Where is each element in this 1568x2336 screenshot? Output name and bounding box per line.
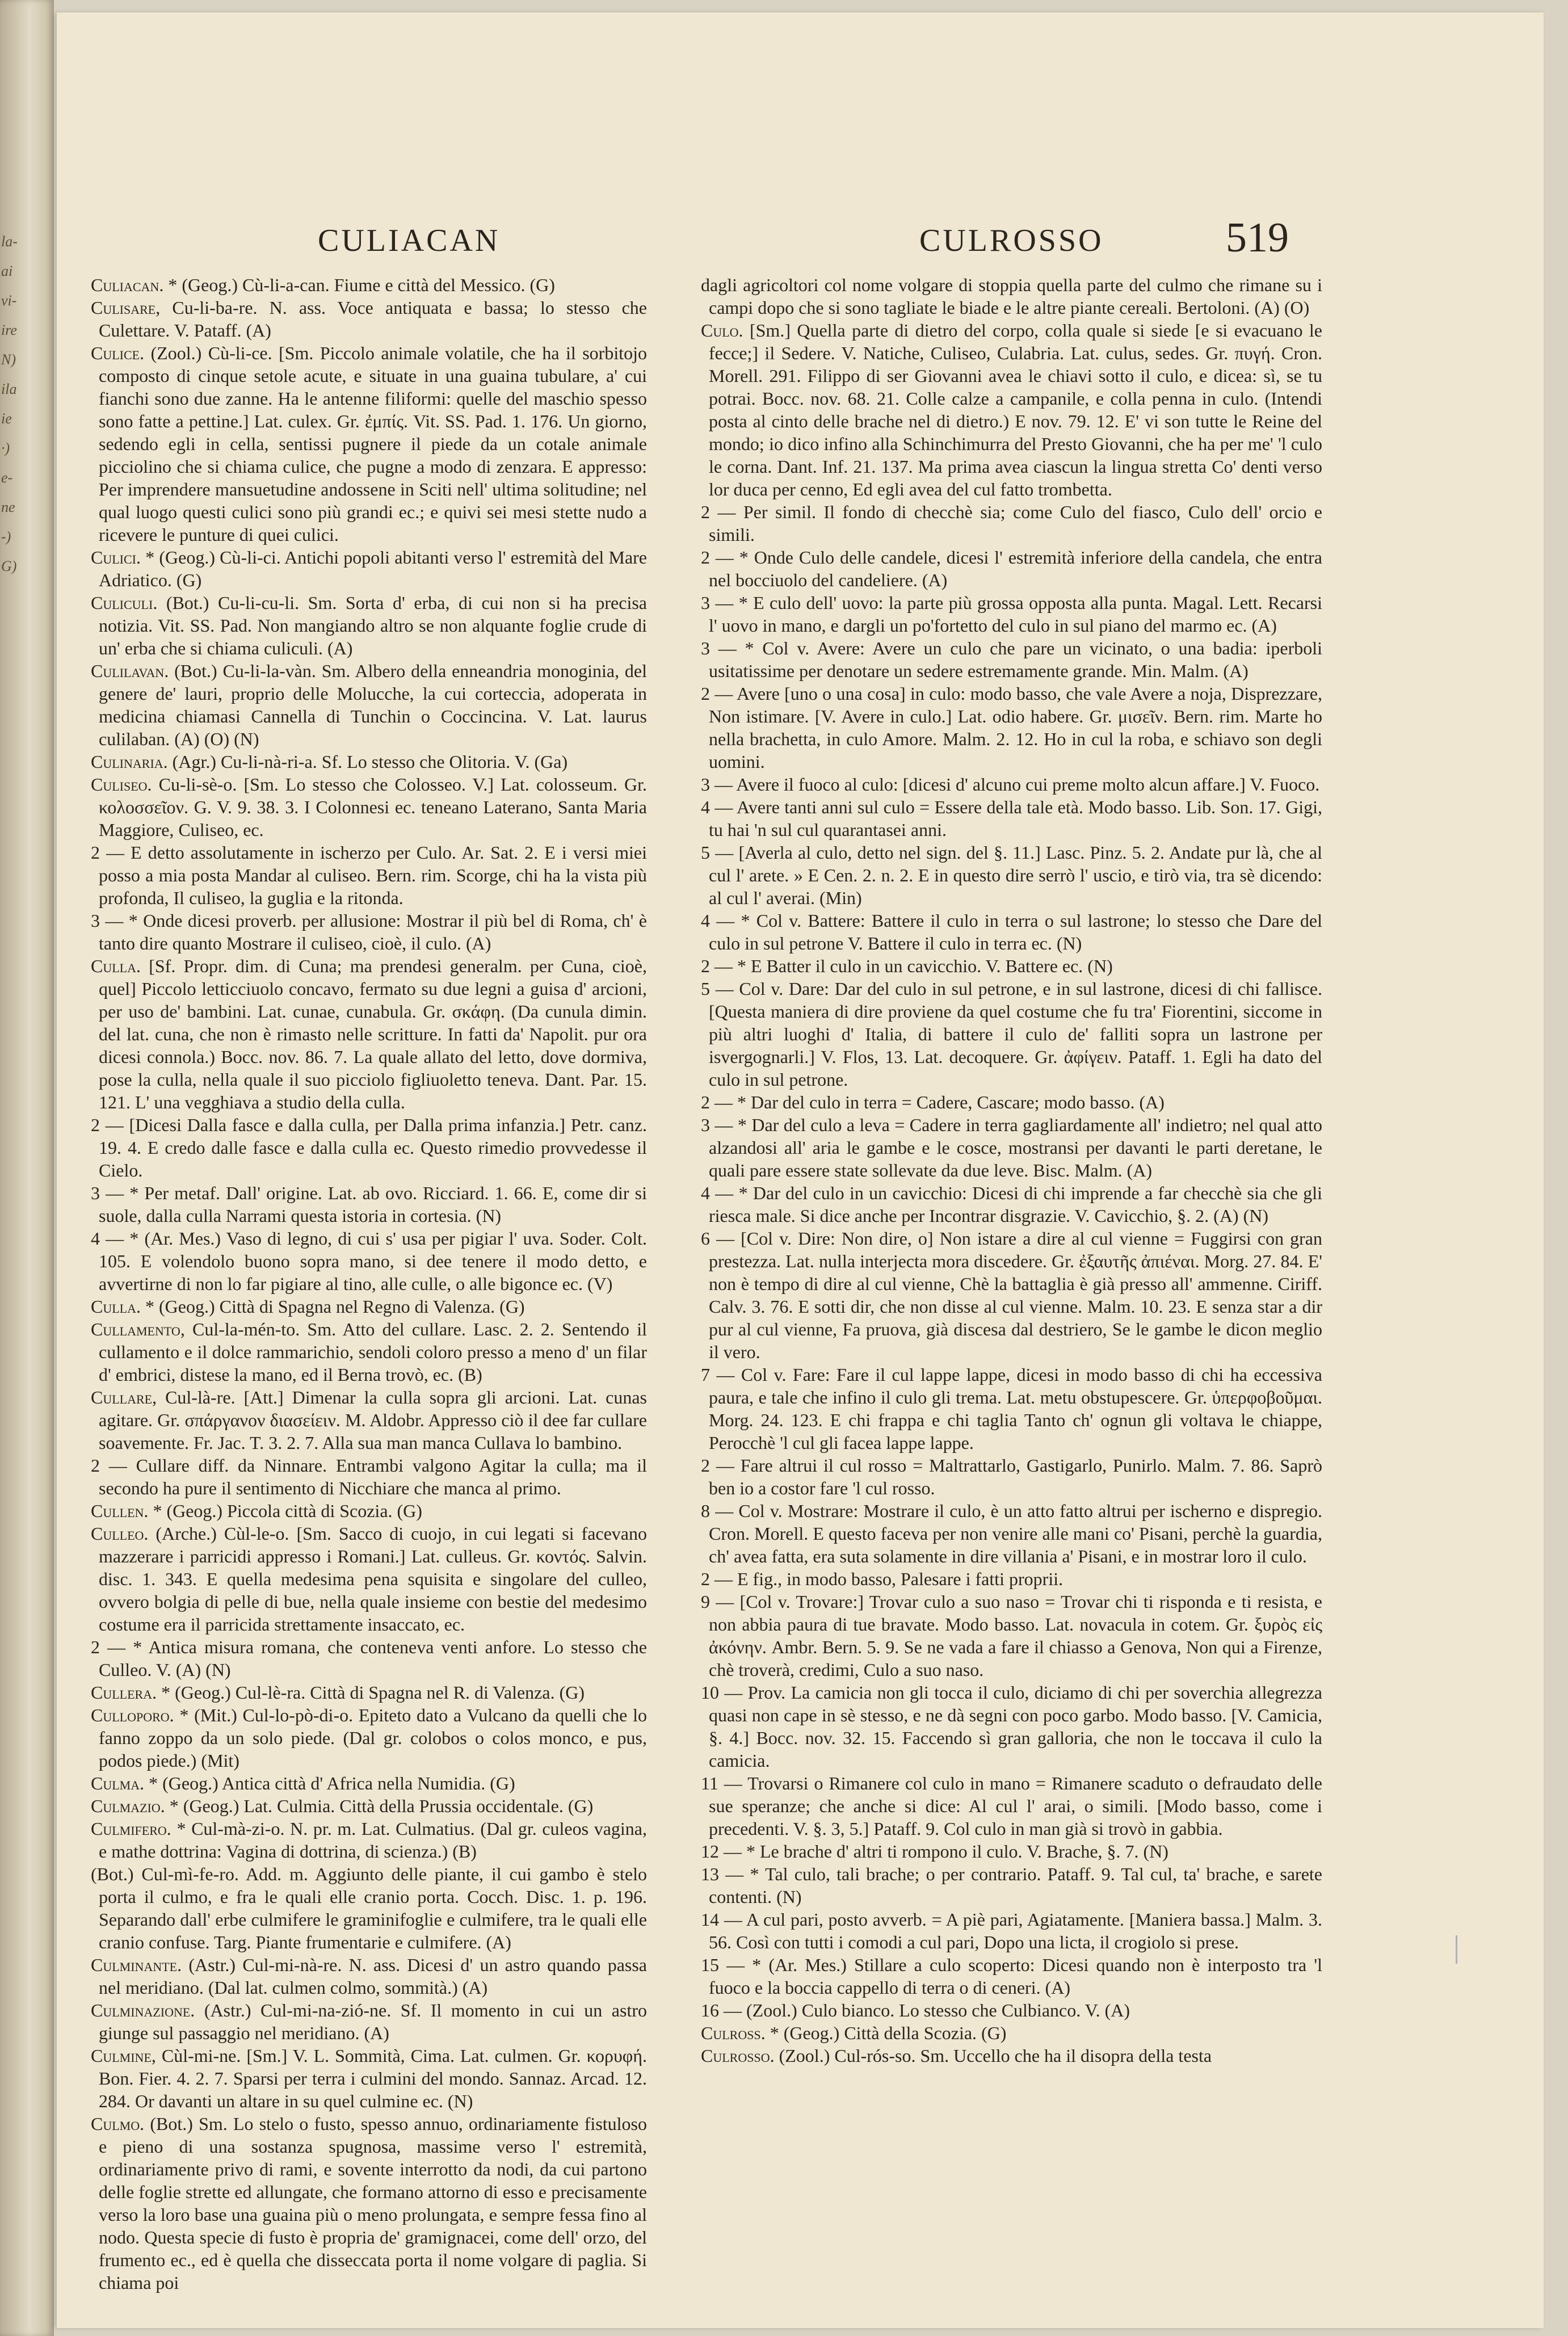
- entry-text: — * Antica misura romana, che conteneva venti anfore. Lo stesso che Culleo. V. (A) (N): [99, 1637, 648, 1680]
- dictionary-entry: [91, 1772, 647, 1795]
- entry-headword: Culice.: [91, 343, 145, 363]
- dictionary-entry: [701, 1182, 1322, 1227]
- dictionary-entry: [91, 591, 647, 659]
- entry-text: * (Geog.) Antica città d' Africa nella Numidia. (G): [149, 1773, 515, 1793]
- entry-text: 3 — Avere il fuoco al culo: [dicesi d' alcuno cui preme molto alcun affare.] V. Fuoco.: [701, 774, 1320, 795]
- dictionary-entry: [91, 274, 647, 296]
- dictionary-entry: [701, 682, 1322, 773]
- entry-headword: Culmo.: [91, 2114, 145, 2134]
- dictionary-entry: [701, 1227, 1322, 1363]
- dictionary-entry: [701, 1499, 1322, 1568]
- entry-headword: Culinaria.: [91, 751, 168, 772]
- entry-headword: Culleo.: [91, 1523, 149, 1544]
- dictionary-entry: [91, 750, 647, 773]
- dictionary-entry: [701, 591, 1322, 637]
- entry-headword: 10: [701, 1682, 719, 1703]
- dictionary-entry: [701, 546, 1322, 591]
- dictionary-entry: [701, 909, 1322, 955]
- entry-headword: 2: [91, 1455, 100, 1476]
- entry-text: * (Geog.) Piccola città di Scozia. (G): [153, 1501, 422, 1521]
- dictionary-entry: [91, 1681, 647, 1704]
- entry-text: [Sf. Propr. dim. di Cuna; ma prendesi generalm. per Cuna, cioè, quel] Piccolo letticciuolo concavo, fermato su due legni a guisa d' arcioni, per uso de' bambini. Lat. cunae, cunabula. Gr. σκάφη. (Da cunula dimin. del lat. cuna, che non è rimasto nelle scritture. In fatti da' Napolit. pur ora dicesi connola.) Bocc. nov. 86. 7. La quale allato del letto, dove dormiva, pose la culla, nella quale il suo picciolo figliuoletto teneva. Dant. Par. 15. 121. L' una vegghiava a studio della culla.: [99, 956, 648, 1112]
- dictionary-entry: [701, 1681, 1322, 1772]
- entry-headword: 2: [701, 502, 710, 522]
- dictionary-entry: [701, 1114, 1322, 1182]
- entry-text: — (Zool.) Culo bianco. Lo stesso che Culbianco. V. (A): [724, 2000, 1130, 2020]
- entry-text: * (Geog.) Lat. Culmia. Città della Prussia occidentale. (G): [169, 1796, 594, 1816]
- entry-text: — Per simil. Il fondo di checchè sia; come Culo del fiasco, Culo dell' orcio e simili.: [709, 502, 1323, 545]
- entry-headword: Cullare,: [91, 1387, 157, 1408]
- entry-text: 3 — * Dar del culo a leva = Cadere in terra gagliardamente all' indietro; nel qual atto alzandosi all' aria le gambe e le cosce, mostransi per davanti le parti deretane, le quali pare essere state sollevate da due leve. Bisc. Malm. (A): [701, 1115, 1322, 1180]
- entry-text: Cu-li-sè-o. [Sm. Lo stesso che Colosseo. V.] Lat. colosseum. Gr. κολοσσεῖον. G. V. 9. 38. 3. I Colonnesi ec. teneano Laterano, Santa Maria Maggiore, Culiseo, ec.: [99, 774, 648, 840]
- entry-text: 2 — E fig., in modo basso, Palesare i fatti proprii.: [701, 1569, 1063, 1589]
- entry-text: (Zool.) Cul-rós-so. Sm. Uccello che ha il disopra della testa: [779, 2045, 1212, 2066]
- dictionary-entry: [701, 1772, 1322, 1840]
- running-head-left: CULIACAN: [318, 223, 501, 258]
- dictionary-entry: [91, 2044, 647, 2112]
- entry-text: — * Col v. Battere: Battere il culo in terra o sul lastrone; lo stesso che Dare del culo in sul petrone V. Battere il culo in terra ec. (N): [709, 910, 1323, 953]
- dictionary-entry: [91, 841, 647, 909]
- dictionary-entry: [91, 1318, 647, 1386]
- dictionary-entry: [91, 1817, 647, 1863]
- entry-headword: Culiseo.: [91, 774, 152, 795]
- entry-headword: Culloporo.: [91, 1705, 174, 1725]
- dictionary-entry: [701, 1091, 1322, 1114]
- dictionary-entry: [91, 342, 647, 546]
- entry-text: * Cul-mà-zi-o. N. pr. m. Lat. Culmatius. (Dal gr. culeos vagina, e mathe dottrina: Vagina di dottrina, di scienza.) (B): [99, 1818, 648, 1862]
- dictionary-entry: [701, 1454, 1322, 1499]
- entry-text: Cul-la-mén-to. Sm. Atto del cullare. Lasc. 2. 2. Sentendo il cullamento e il dolce rammarichio, sendoli coloro presso a meno d' un filar d' embrici, distese la mano, ed il Berna trovò, ec. (B): [99, 1319, 648, 1385]
- dictionary-entry: [91, 773, 647, 841]
- dictionary-entry: [701, 1863, 1322, 1908]
- dictionary-entry: [91, 1454, 647, 1499]
- entry-text: — Col v. Dare: Dar del culo in sul petrone, e in sul lastrone, dicesi di chi fallisce. [Questa maniera di dire proviene da quel costume che fu tra' Fiorentini, siccome in più altri luoghi d' Italia, di battere il culo de' falliti sopra un lastrone per isvergognarli.] V. Flos, 13. Lat. decoquere. Gr. ἀφίγειν. Pataff. 1. Egli ha dato del culo in sul petrone.: [709, 978, 1323, 1090]
- entry-headword: Culilavan.: [91, 661, 169, 681]
- entry-text: 2 — * Dar del culo in terra = Cadere, Cascare; modo basso. (A): [701, 1092, 1165, 1112]
- entry-text: (Bot.) Cu-li-cu-li. Sm. Sorta d' erba, di cui non si ha precisa notizia. Vit. SS. Pad. Non mangiando altro se non alquante foglie crude di un' erba che si chiama culiculi. (A): [99, 593, 648, 658]
- entry-text: (Astr.) Cul-mi-nà-re. N. ass. Dicesi d' un astro quando passa nel meridiano. (Dal lat. culmen colmo, sommità.) (A): [99, 1955, 648, 1998]
- entry-text: — A cul pari, posto avverb. = A piè pari, Agiatamente. [Maniera bassa.] Malm. 3. 56. Così con tutti i comodi a cul pari, Dopo una licta, il crogiolo si prese.: [709, 1909, 1323, 1952]
- dictionary-entry: [701, 841, 1322, 909]
- dictionary-entry: [701, 1568, 1322, 1590]
- dictionary-entry: [91, 1182, 647, 1227]
- entry-headword: Culiculi.: [91, 593, 158, 613]
- entry-text: — * Per metaf. Dall' origine. Lat. ab ovo. Ricciard. 1. 66. E, come dir si suole, dalla culla Narrami questa istoria in cortesia. (N): [99, 1183, 648, 1226]
- entry-headword: Culmine,: [91, 2045, 156, 2066]
- entry-text: — [Col v. Dire: Non dire, o] Non istare a dire al cul vienne = Fuggirsi con gran prestezza. Lat. nulla interjecta mora discedere. Gr. ἐξαυτῆς ἀπιέναι. Morg. 27. 84. E' non è tempo di dire al cul vienne, Chè la battaglia è già presso all' ammenne. Ciriff. Calv. 3. 76. E sotti dir, che non disse al cul vienne. Malm. 10. 23. E senza star a dir pur al cul vienne, Fa pruova, già discesa dal destriero, Se le gambe le dicon meglio il vero.: [709, 1228, 1323, 1362]
- dictionary-entry: [91, 1953, 647, 1999]
- dictionary-entry: [91, 1499, 647, 1522]
- entry-headword: 4: [701, 910, 710, 931]
- dictionary-entry: [701, 2022, 1322, 2044]
- dictionary-entry: [701, 955, 1322, 977]
- dictionary-entry: [91, 296, 647, 342]
- dictionary-entry: [701, 637, 1322, 682]
- entry-headword: Culla.: [91, 956, 141, 976]
- entry-text: — Col v. Mostrare: Mostrare il culo, è un atto fatto altrui per ischerno e dispregio. Cron. Morell. E questo faceva per non venire alle mani co' Pisani, perchè la guardia, ch' avea fatta, era suta solamente in dire villania a' Pisani, e in mostrar loro il culo.: [709, 1501, 1323, 1566]
- entry-headword: Cullen.: [91, 1501, 149, 1521]
- entry-headword: Culma.: [91, 1773, 145, 1793]
- dictionary-entry: [91, 1704, 647, 1772]
- entry-text: (Arche.) Cùl-le-o. [Sm. Sacco di cuojo, in cui legati si facevano mazzerare i parricidi appresso i Romani.] Lat. culleus. Gr. κοντός. Salvin. disc. 1. 343. E quella medesima pena squisita e singolare del culleo, ovvero bolgia di pelle di bue, nella quale insieme con bestie del medesimo costume era il parricida strettamente insaccato, ec.: [99, 1523, 647, 1635]
- entry-text: * (Geog.) Cù-li-a-can. Fiume e città del Messico. (G): [168, 275, 555, 295]
- entry-headword: 2: [91, 1115, 100, 1135]
- dictionary-entry: [701, 274, 1322, 319]
- entry-text: * (Geog.) Cul-lè-ra. Città di Spagna nel R. di Valenza. (G): [161, 1682, 585, 1703]
- dictionary-entry: [91, 546, 647, 591]
- dictionary-entry: [701, 2044, 1322, 2067]
- dictionary-entry: [701, 796, 1322, 841]
- entry-headword: 15: [701, 1955, 719, 1975]
- entry-text: 4 — * Dar del culo in un cavicchio: Dicesi di chi imprende a far checchè sia che gli riesca male. Si dice anche per Incontrar disgrazie. V. Cavicchio, §. 2. (A) (N): [701, 1183, 1322, 1226]
- entry-headword: Culminazione.: [91, 2000, 195, 2020]
- entry-text: — * Le brache d' altri ti rompono il culo. V. Brache, §. 7. (N): [724, 1841, 1168, 1862]
- entry-text: (Zool.) Cù-li-ce. [Sm. Piccolo animale volatile, che ha il sorbitojo composto di cinque setole acute, e situate in una guaina tubulare, a' cui fianchi sono due zanne. Ha le antenne filiformi: quelle del maschio spesso sono fatte a pettine.] Lat. culex. Gr. ἐμπίς. Vit. SS. Pad. 1. 176. Un giorno, sedendo egli in cella, sentissi pugnere il piede da un cotale animale picciolino che si chiama culice, che pugne a modo di zenzara. E appresso: Per imprendere mansuetudine andossene in Sciti nell' ultima solitudine; nel qual luogo questi culici sono più grandi ec.; e quivi sei mesi stette nudo a ricevere le punture di quei culici.: [99, 343, 648, 545]
- entry-headword: 7: [701, 1364, 710, 1385]
- dictionary-entry: [91, 955, 647, 1114]
- dictionary-entry: [701, 1953, 1322, 1999]
- entry-text: 2 — Fare altrui il cul rosso = Maltrattarlo, Gastigarlo, Punirlo. Malm. 7. 86. Saprò ben io a costor fare 'l cul rosso.: [701, 1455, 1322, 1498]
- entry-text: — [Dicesi Dalla fasce e dalla culla, per Dalla prima infanzia.] Petr. canz. 19. 4. E credo dalle fasce e dalla culla ec. Questo rimedio provvedesse il Cielo.: [99, 1115, 648, 1180]
- entry-headword: 9: [701, 1591, 710, 1612]
- facing-page-gutter: [0, 0, 54, 2336]
- dictionary-entry: [91, 2112, 647, 2294]
- entry-text: (Agr.) Cu-li-nà-ri-a. Sf. Lo stesso che Olitoria. V. (Ga): [172, 751, 568, 772]
- entry-headword: 11: [701, 1773, 718, 1793]
- entry-text: — Prov. La camicia non gli tocca il culo, diciamo di chi per soverchia allegrezza quasi non cape in sè stesso, e ne dà segni con poco garbo. Modo basso. [V. Camicia, §. 4.] Bocc. nov. 32. 15. Faccendo sì gran galloria, che non le toccava il culo la camicia.: [709, 1682, 1323, 1771]
- entry-headword: Cullera.: [91, 1682, 157, 1703]
- entry-headword: 3: [91, 1183, 100, 1203]
- page-number: 519: [1226, 215, 1289, 261]
- edge-mark: [1456, 1935, 1469, 1964]
- entry-text: (Bot.) Cu-li-la-vàn. Sm. Albero della enneandria monoginia, del genere de' lauri, proprio delle Molucche, la cui corteccia, adoperata in medicina chiamasi Cannella di Tunchin o Coccincina. V. Lat. laurus culilaban. (A) (O) (N): [99, 661, 648, 749]
- dictionary-entry: [91, 1295, 647, 1318]
- entry-headword: 3: [701, 638, 710, 658]
- entry-text: (Astr.) Cul-mi-na-zió-ne. Sf. Il momento in cui un astro giunge sul passaggio nel meridiano. (A): [99, 2000, 648, 2043]
- entry-headword: Culici.: [91, 547, 141, 568]
- entry-headword: 6: [701, 1228, 710, 1249]
- entry-headword: 8: [701, 1501, 710, 1521]
- entry-text: — * (Ar. Mes.) Stillare a culo scoperto: Dicesi quando non è interposto tra 'l fuoco e la boccia cappello di terra o di ceneri. (A): [709, 1955, 1323, 1998]
- entry-text: * (Geog.) Città della Scozia. (G): [770, 2023, 1007, 2043]
- entry-text: Cul-là-re. [Att.] Dimenar la culla sopra gli arcioni. Lat. cunas agitare. Gr. σπάργανον διασείειν. M. Aldobr. Appresso ciò il dee far cullare soavemente. Fr. Jac. T. 3. 2. 7. Alla sua man manca Cullava lo bambino.: [99, 1387, 648, 1453]
- dictionary-entry: [701, 773, 1322, 796]
- entry-text: — Col v. Fare: Fare il cul lappe lappe, dicesi in modo basso di chi ha eccessiva paura, e tale che infino il culo gli trema. Lat. metu obstupescere. Gr. ὑπερφοβοῦμαι. Morg. 24. 123. E chi frappa e chi taglia Tanto ch' ognun gli voltava le chiappe, Perocchè 'l cul gli facea lappe lappe.: [709, 1364, 1323, 1453]
- entry-text: — * (Ar. Mes.) Vaso di legno, di cui s' usa per pigiar l' uva. Soder. Colt. 105. E volendolo buono sopra mano, si dee tenere il modo detto, e avvertirne di non lo far pigiare al tino, alle culle, o alle bigonce ec. (V): [99, 1228, 648, 1294]
- entry-headword: Cullamento,: [91, 1319, 185, 1339]
- entry-text: 3 — * E culo dell' uovo: la parte più grossa opposta alla punta. Magal. Lett. Recarsi l' uovo in mano, e dargli un po'fortetto del culo in sul piano del marmo ec. (A): [701, 593, 1322, 636]
- entry-text: 2 — * Onde Culo delle candele, dicesi l' estremità inferiore della candela, che entra nel bocciuolo del candeliere. (A): [701, 547, 1322, 590]
- entry-text: — Trovarsi o Rimanere col culo in mano = Rimanere scaduto o defraudato delle sue speranze; che anche si dice: Al cul l' arai, o simili. [Modo basso, come i precedenti. V. §. 3, 5.] Pataff. 9. Col culo in man già si trovò in gabbia.: [709, 1773, 1323, 1839]
- entry-headword: 4: [91, 1228, 100, 1249]
- entry-text: (Bot.) Sm. Lo stelo o fusto, spesso annuo, ordinariamente fistuloso e pieno di una sostanza spugnosa, massime verso l' estremità, ordinariamente privo di rami, e sovente interrotto da nodi, da cui partono delle foglie strette ed allungate, che formano attorno di esso e precisamente verso la loro base una guaina più o meno prolungata, e sempre fessa fino al nodo. Questa specie di fusto è propria de' gramignacei, come dell' orzo, del frumento ec., ed è quella che disseccata porta il nome volgare di paglia. Si chiama poi: [99, 2114, 648, 2293]
- left-column: [91, 274, 647, 2294]
- entry-text: 4 — Avere tanti anni sul culo = Essere della tale età. Modo basso. Lib. Son. 17. Gigi, tu hai 'n sul cul quarantasei anni.: [701, 797, 1322, 840]
- dictionary-entry: [701, 319, 1322, 501]
- entry-headword: Culmifero.: [91, 1818, 171, 1839]
- dictionary-entry: [91, 1863, 647, 1953]
- entry-headword: 14: [701, 1909, 719, 1930]
- entry-headword: 5: [701, 978, 710, 999]
- entry-headword: 2: [91, 1637, 100, 1657]
- entry-headword: Culminante.: [91, 1955, 182, 1975]
- entry-text: (Bot.) Cul-mì-fe-ro. Add. m. Aggiunto delle piante, il cui gambo è stelo porta il culmo, e fra le quali elle cranio porta. Cocch. Disc. 1. p. 196. Separando dall' erbe culmifere le graminifoglie e culmifere, tra le quali elle cranio confuse. Targ. Piante frumentarie e culmifere. (A): [91, 1864, 647, 1952]
- entry-text: — * Col v. Avere: Avere un culo che pare un vicinato, o una badia: iperboli usitatissime per denotare un sedere estremamente grande. Min. Malm. (A): [709, 638, 1323, 681]
- entry-headword: Culo.: [701, 320, 743, 341]
- entry-headword: 2: [91, 842, 100, 863]
- entry-headword: Culiacan.: [91, 275, 164, 295]
- dictionary-entry: [701, 1999, 1322, 2022]
- dictionary-page: [57, 12, 1544, 2328]
- dictionary-entry: [91, 1795, 647, 1817]
- dictionary-entry: [701, 1363, 1322, 1454]
- running-head-right: CULROSSO: [919, 223, 1104, 258]
- entry-headword: Culisare,: [91, 297, 161, 318]
- dictionary-entry: [701, 1840, 1322, 1863]
- entry-text: — E detto assolutamente in ischerzo per Culo. Ar. Sat. 2. E i versi miei posso a mia posta Mandar al culiseo. Bern. rim. Scorge, chi ha la vista più profonda, Il culiseo, la guglia e la ritonda.: [99, 842, 648, 908]
- dictionary-entry: [91, 1227, 647, 1295]
- entry-text: Cùl-mi-ne. [Sm.] V. L. Sommità, Cima. Lat. culmen. Gr. κορυφή. Bon. Fier. 4. 2. 7. Sparsi per terra i culmini del mondo. Sannaz. Arcad. 12. 284. Or davanti un altare in su quel culmine ec. (N): [99, 2045, 648, 2111]
- facing-page-fragments: la- ai vi- ire N) ila ie ·) e- ne -) G): [1, 233, 18, 574]
- entry-text: * (Geog.) Città di Spagna nel Regno di Valenza. (G): [145, 1296, 525, 1317]
- dictionary-entry: [91, 1522, 647, 1636]
- dictionary-entry: [91, 1386, 647, 1454]
- dictionary-entry: [91, 1114, 647, 1182]
- dictionary-entry: [701, 1590, 1322, 1681]
- dictionary-entry: [701, 501, 1322, 546]
- entry-headword: Culross.: [701, 2023, 766, 2043]
- entry-headword: 12: [701, 1841, 719, 1862]
- dictionary-entry: [91, 1636, 647, 1681]
- entry-text: dagli agricoltori col nome volgare di stoppia quella parte del culmo che rimane su i campi dopo che si sono tagliate le biade e le altre piante cereali. Bertoloni. (A) (O): [701, 275, 1322, 318]
- entry-text: — * Onde dicesi proverb. per allusione: Mostrar il più bel di Roma, ch' è tanto dire quanto Mostrare il culiseo, cioè, il culo. (A): [99, 910, 648, 953]
- entry-text: 5 — [Averla al culo, detto nel sign. del §. 11.] Lasc. Pinz. 5. 2. Andate pur là, che al cul l' arete. » E Cen. 2. n. 2. E in questo dire serrò l' uscio, e tirò via, tra sè dicendo: al cul l' averai. (Min): [701, 842, 1322, 908]
- entry-headword: 3: [91, 910, 100, 931]
- entry-text: [Sm.] Quella parte di dietro del corpo, colla quale si siede [e si evacuano le fecce;] il Sedere. V. Natiche, Culiseo, Culabria. Lat. culus, sedes. Gr. πυγή. Cron. Morell. 291. Filippo di ser Giovanni avea le chiavi sotto il culo, e dicea: sì, se tu potrai. Bocc. nov. 68. 21. Colle calze a campanile, e colla penna in culo. (Intendi posta al cinto delle brache nel di dietro.) E nov. 79. 12. E' vi son tutte le Reine del mondo; io dico infino alla Schinchimurra del Presto Giovanni, che ha per me' 'l culo le corna. Dant. Inf. 21. 137. Ma prima avea ciascun la lingua stretta Co' denti verso lor duca per cenno, Ed egli avea del cul fatto trombetta.: [709, 320, 1323, 499]
- entry-headword: 16: [701, 2000, 719, 2020]
- entry-text: 2 — * E Batter il culo in un cavicchio. V. Battere ec. (N): [701, 956, 1113, 976]
- dictionary-entry: [701, 977, 1322, 1091]
- dictionary-entry: [91, 1999, 647, 2044]
- dictionary-entry: [91, 909, 647, 955]
- entry-text: 2 — Avere [uno o una cosa] in culo: modo basso, che vale Avere a noja, Disprezzare, Non istimare. [V. Avere in culo.] Lat. odio habere. Gr. μισεῖν. Bern. rim. Marte ho nella brachetta, in culo Amore. Malm. 2. 12. Ho in cul la roba, e schiavo son degli uomini.: [701, 683, 1322, 772]
- entry-headword: Culrosso.: [701, 2045, 775, 2066]
- entry-headword: Culmazio.: [91, 1796, 165, 1816]
- entry-text: — [Col v. Trovare:] Trovar culo a suo naso = Trovar chi ti risponda e ti resista, e non abbia paura di tue bravate. Modo basso. Lat. novacula in cotem. Gr. ξυρὸς εἰς ἀκόνην. Ambr. Bern. 5. 9. Se ne vada a fare il chiasso a Genova, Non qui a Firenze, chè troverà, credimi, Culo a suo naso.: [709, 1591, 1323, 1680]
- entry-text: — * Tal culo, tali brache; o per contrario. Pataff. 9. Tal cul, ta' brache, e sarete contenti. (N): [709, 1864, 1323, 1907]
- dictionary-entry: [701, 1908, 1322, 1953]
- entry-headword: Culla.: [91, 1296, 141, 1317]
- dictionary-entry: [91, 659, 647, 750]
- entry-text: * (Geog.) Cù-li-ci. Antichi popoli abitanti verso l' estremità del Mare Adriatico. (G): [99, 547, 648, 590]
- entry-text: Cu-li-ba-re. N. ass. Voce antiquata e bassa; lo stesso che Culettare. V. Pataff. (A): [99, 297, 648, 341]
- entry-headword: 13: [701, 1864, 719, 1884]
- entry-text: — Cullare diff. da Ninnare. Entrambi valgono Agitar la culla; ma il secondo ha pure il sentimento di Nicchiare che manca al primo.: [99, 1455, 648, 1498]
- right-column: [701, 274, 1322, 2067]
- entry-text: * (Mit.) Cul-lo-pò-di-o. Epiteto dato a Vulcano da quelli che lo fanno zoppo da un solo piede. (Dal gr. colobos o colos monco, e pus, podos piede.) (Mit): [99, 1705, 648, 1771]
